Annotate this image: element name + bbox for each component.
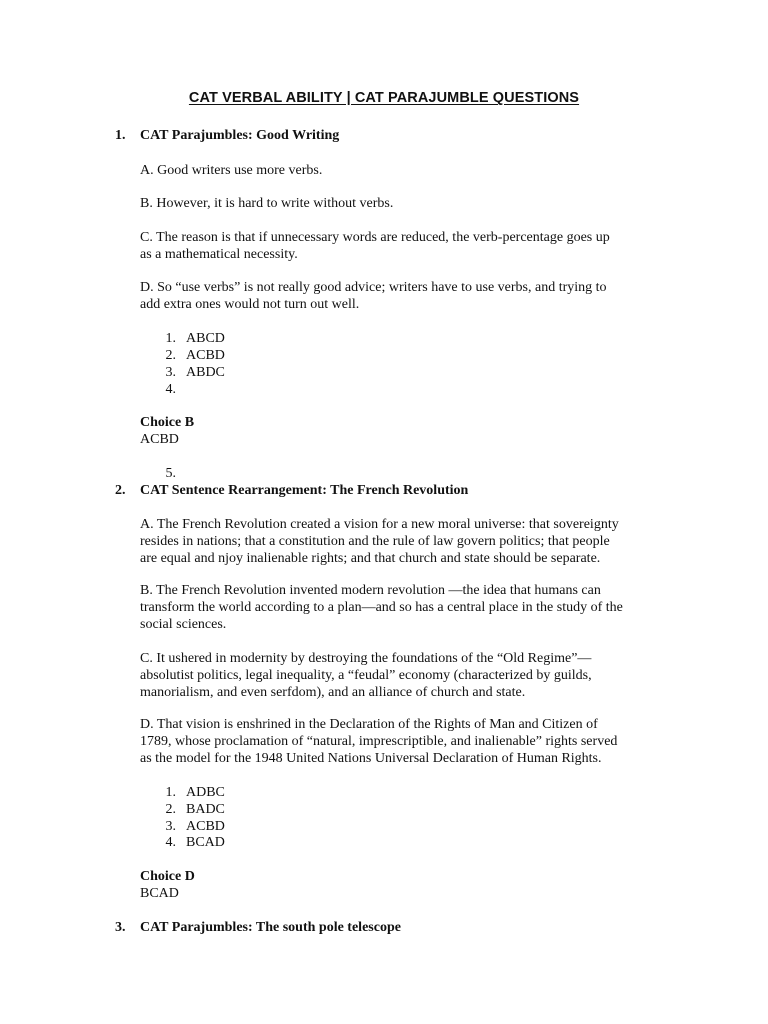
question-2-option-value: BCAD xyxy=(186,835,225,850)
question-2-option-value: BADC xyxy=(186,802,225,817)
question-2-sentence-c: C. It ushered in modernity by destroying the foundations of the “Old Regime”— absolutist politics, legal inequality, a “feudal” economy (characterized by guilds, manorialism, and even serfdom), and an alliance of church and state. xyxy=(140,651,592,700)
question-3-number: 3. xyxy=(115,920,126,935)
question-3-heading: CAT Parajumbles: The south pole telescope xyxy=(140,920,401,935)
question-1-option-number: 4. xyxy=(165,382,176,397)
question-1-choice-label: Choice B xyxy=(140,415,195,430)
question-1-option-number: 3. xyxy=(165,365,176,380)
question-1-option-number: 1. xyxy=(165,331,176,346)
question-2-number: 2. xyxy=(115,483,126,498)
question-1-option-value: ACBD xyxy=(186,348,225,363)
question-2-sentence-a: A. The French Revolution created a vision for a new moral universe: that sovereignty resides in nations; that a constitution and the rule of law govern politics; that people are equal and njoy inalienable rights; and that church and state should be separate. xyxy=(140,517,619,566)
question-1-sentence-b: B. However, it is hard to write without verbs. xyxy=(140,196,394,211)
question-2-heading: CAT Sentence Rearrangement: The French Revolution xyxy=(140,483,469,498)
question-2-option-number: 3. xyxy=(165,819,176,834)
question-2-sentence-d: D. That vision is enshrined in the Declaration of the Rights of Man and Citizen of 1789, whose proclamation of “natural, imprescriptible, and inalienable” rights served as the model for the 1948 United Nations Universal Declaration of Human Rights. xyxy=(140,717,618,766)
question-2-option-number: 4. xyxy=(165,835,176,850)
question-1-trailing-number: 5. xyxy=(165,466,176,481)
page-title: CAT VERBAL ABILITY | CAT PARAJUMBLE QUESTIONS xyxy=(188,90,580,106)
question-1-sentence-d: D. So “use verbs” is not really good advice; writers have to use verbs, and trying to add extra ones would not turn out well. xyxy=(140,280,607,312)
question-1-choice-answer: ACBD xyxy=(140,432,179,447)
question-1-option-value: ABDC xyxy=(186,365,225,380)
question-2-choice-answer: BCAD xyxy=(140,886,179,901)
question-1-heading: CAT Parajumbles: Good Writing xyxy=(140,128,340,143)
question-1-number: 1. xyxy=(115,128,126,143)
question-2-sentence-b: B. The French Revolution invented modern revolution —the idea that humans can transform the world according to a plan—and so has a central place in the study of the social sciences. xyxy=(140,583,623,632)
question-2-option-number: 1. xyxy=(165,785,176,800)
question-2-choice-label: Choice D xyxy=(140,869,195,884)
question-1-sentence-c: C. The reason is that if unnecessary words are reduced, the verb-percentage goes up as a mathematical necessity. xyxy=(140,230,610,262)
question-2-option-number: 2. xyxy=(165,802,176,817)
question-1-option-value: ABCD xyxy=(186,331,225,346)
question-2-option-value: ADBC xyxy=(186,785,225,800)
question-1-option-number: 2. xyxy=(165,348,176,363)
question-1-sentence-a: A. Good writers use more verbs. xyxy=(140,163,323,178)
question-2-option-value: ACBD xyxy=(186,819,225,834)
